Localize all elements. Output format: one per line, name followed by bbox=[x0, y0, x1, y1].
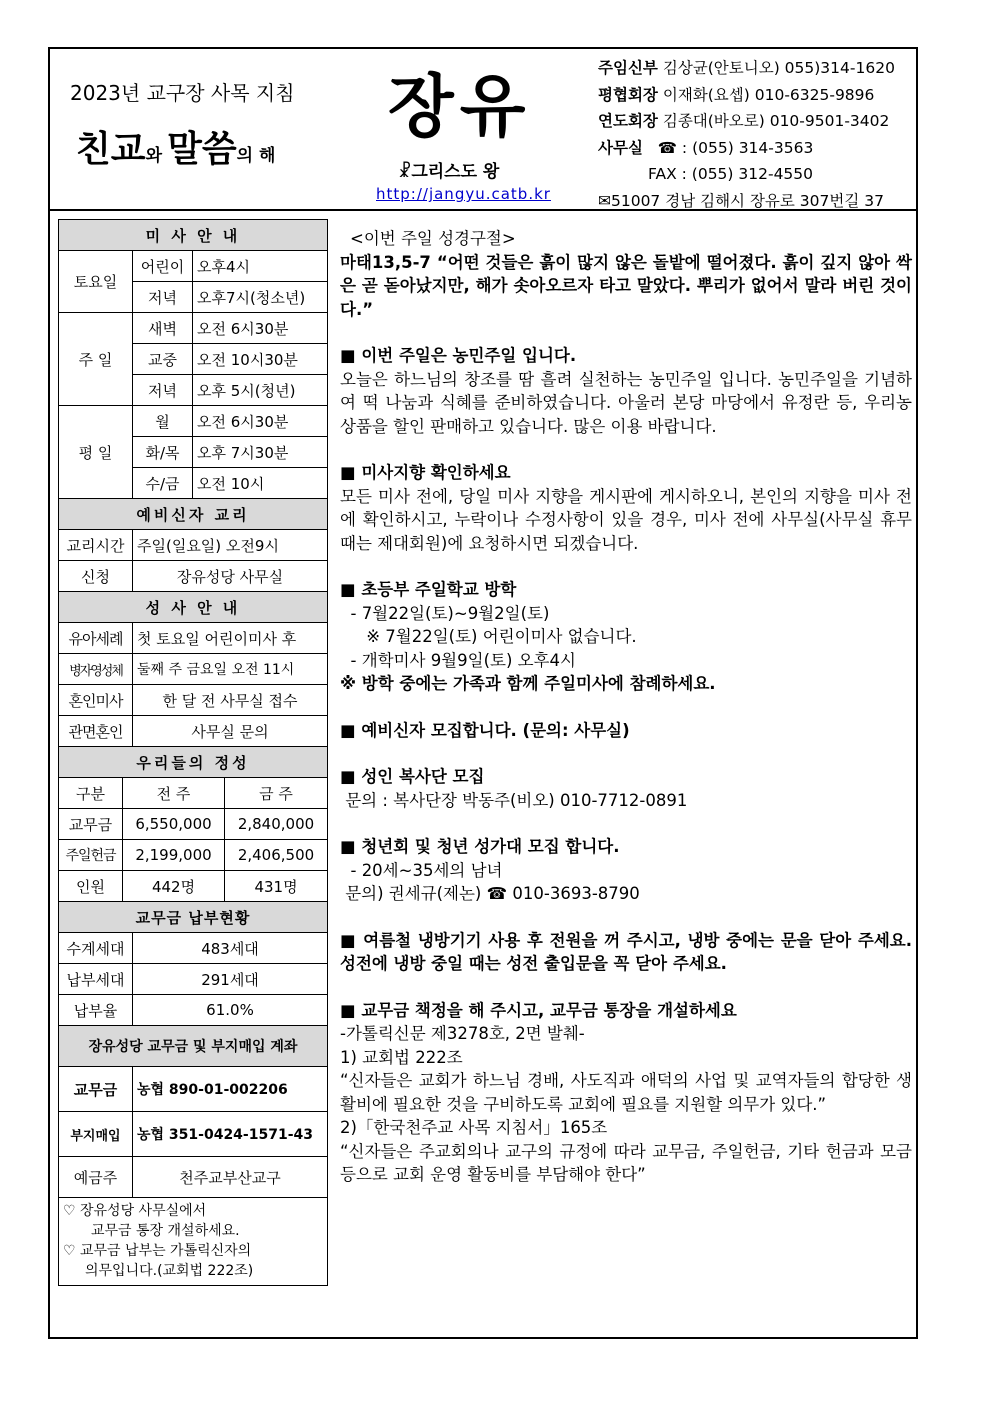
row-label: 인원 bbox=[59, 871, 123, 902]
contact-value: 김종대(바오로) 010-9501-3402 bbox=[662, 112, 890, 130]
accounts-heading: 장유성당 교무금 및 부지매입 계좌 bbox=[59, 1026, 328, 1067]
notice-title: ■ 교무금 책정을 해 주시고, 교무금 통장을 개설하세요 bbox=[340, 1000, 737, 1020]
notice-title: ■ 미사지향 확인하세요 bbox=[340, 463, 511, 482]
row-label: 납부세대 bbox=[59, 964, 133, 995]
contacts-block bbox=[598, 55, 895, 214]
row-value: 한 달 전 사무실 접수 bbox=[133, 685, 328, 716]
parish-title: 장유 bbox=[388, 67, 532, 147]
row-label: 부지매입 bbox=[59, 1112, 133, 1157]
notice-line: ※ 방학 중에는 가족과 함께 주일미사에 참례하세요. bbox=[340, 674, 716, 693]
notice-title: ■ 청년회 및 청년 성가대 모집 합니다. bbox=[340, 837, 620, 856]
notice-line: 문의) 권세규(제논) ☎ 010-3693-8790 bbox=[340, 884, 640, 903]
notice-body: 오늘은 하느님의 창조를 땀 흘려 실천하는 농민주일 입니다. 농민주일을 기념하여 떡 나눔과 식혜를 준비하였습니다. 아울러 본당 마당에서 유정란 등, 우리농 상품을 할인 판매하고 있습니다. 많은 이용 바랍니다. bbox=[340, 369, 912, 436]
mass-slot: 월 bbox=[133, 406, 193, 437]
note-line: 교무금 통장 개설하세요. bbox=[91, 1223, 240, 1239]
motto-main bbox=[76, 121, 275, 172]
row-value: 사무실 문의 bbox=[133, 716, 328, 747]
bulletin-header bbox=[50, 49, 916, 211]
notice-title: ■ 성인 복사단 모집 bbox=[340, 767, 485, 786]
col-header: 구분 bbox=[59, 778, 123, 809]
row-label: 관면혼인 bbox=[59, 716, 133, 747]
account-number: 농협 890-01-002206 bbox=[133, 1067, 328, 1112]
contact-value: ✉51007 경남 김해시 장유로 307번길 37 bbox=[598, 191, 884, 210]
row-value: 둘째 주 금요일 오전 11시 bbox=[133, 654, 328, 685]
mass-slot: 화/목 bbox=[133, 437, 193, 468]
notice-line: 문의 : 복사단장 박동주(비오) 010-7712-0891 bbox=[340, 790, 688, 810]
contact-value: FAX : (055) 312-4550 bbox=[648, 165, 814, 183]
col-header: 금 주 bbox=[225, 778, 328, 809]
notice-title: ■ 초등부 주일학교 방학 bbox=[340, 580, 517, 599]
contact-row bbox=[598, 188, 895, 215]
mass-time: 오후 7시30분 bbox=[193, 437, 328, 468]
catechumen-heading: 예비신자 교리 bbox=[59, 499, 328, 530]
contact-value: 김상균(안토니오) 055)314-1620 bbox=[662, 59, 895, 77]
sacraments-table bbox=[58, 592, 328, 747]
mass-slot: 교중 bbox=[133, 344, 193, 375]
row-label: 교무금 bbox=[59, 809, 123, 840]
mass-slot: 어린이 bbox=[133, 251, 193, 282]
notice-line: -가톨릭신문 제3278호, 2면 발췌- bbox=[340, 1024, 585, 1043]
mass-slot: 수/금 bbox=[133, 468, 193, 499]
prev-week-value: 2,199,000 bbox=[123, 840, 225, 871]
contact-label: 평협회장 bbox=[598, 85, 658, 104]
contact-value: ☎ : (055) 314-3563 bbox=[657, 138, 814, 157]
row-value: 천주교부산교구 bbox=[133, 1157, 328, 1198]
saturday-label: 토요일 bbox=[59, 251, 133, 313]
mass-slot: 저녁 bbox=[133, 375, 193, 406]
dues-heading: 교무금 납부현황 bbox=[59, 902, 328, 933]
row-label: 교리시간 bbox=[59, 530, 133, 561]
notice-title: ■ 예비신자 모집합니다. (문의: 사무실) bbox=[340, 720, 630, 740]
contact-row bbox=[598, 135, 895, 162]
motto-conj-1: 와 bbox=[145, 146, 162, 166]
this-week-value: 2,840,000 bbox=[225, 809, 328, 840]
row-value: 장유성당 사무실 bbox=[133, 561, 328, 592]
row-label: 교무금 bbox=[59, 1067, 133, 1112]
prev-week-value: 442명 bbox=[123, 871, 225, 902]
row-value: 291세대 bbox=[133, 964, 328, 995]
accounts-table bbox=[58, 1026, 328, 1198]
motto-word-2: 말씀 bbox=[167, 128, 237, 170]
row-label: 혼인미사 bbox=[59, 685, 133, 716]
contact-label: 연도회장 bbox=[598, 112, 658, 130]
mass-time: 오후 5시(청년) bbox=[193, 375, 328, 406]
mass-time: 오전 6시30분 bbox=[193, 406, 328, 437]
col-header: 전 주 bbox=[123, 778, 225, 809]
mass-time: 오전 10시 bbox=[193, 468, 328, 499]
offering-heading: 우리들의 정성 bbox=[59, 747, 328, 778]
row-label: 유아세례 bbox=[59, 623, 133, 654]
this-week-value: 2,406,500 bbox=[225, 840, 328, 871]
notice-line: 1) 교회법 222조 bbox=[340, 1047, 463, 1067]
offering-table bbox=[58, 747, 328, 902]
parish-subtitle: ☧그리스도 왕 bbox=[398, 162, 500, 182]
contact-label: 사무실 bbox=[598, 138, 643, 157]
row-label: 납부율 bbox=[59, 995, 133, 1026]
left-notes bbox=[58, 1198, 328, 1286]
notice-quote: “신자들은 주교회의나 교구의 규정에 따라 교무금, 주일헌금, 기타 헌금과 모금 등으로 교회 운영 활동비를 부담해야 한다” bbox=[340, 1141, 912, 1184]
row-label: 예금주 bbox=[59, 1157, 133, 1198]
notice-line: ※ 7월22일(토) 어린이미사 없습니다. bbox=[340, 627, 637, 646]
note-line: ♡ 교무금 납부는 가톨릭신자의 bbox=[63, 1243, 252, 1259]
mass-time: 오후4시 bbox=[193, 251, 328, 282]
contact-row bbox=[598, 108, 895, 135]
row-value: 483세대 bbox=[133, 933, 328, 964]
contact-row bbox=[598, 55, 895, 82]
verse-text: 마태13,5-7 “어떤 것들은 흙이 많지 않은 돌밭에 떨어졌다. 흙이 깊지 않아 싹은 곧 돋아났지만, 해가 솟아오르자 타고 말았다. 뿌리가 없어서 말라 버린 것이다.” bbox=[340, 252, 912, 319]
mass-time: 오전 10시30분 bbox=[193, 344, 328, 375]
contact-row bbox=[598, 161, 895, 188]
mass-heading: 미 사 안 내 bbox=[59, 220, 328, 251]
notice-line: - 개학미사 9월9일(토) 오후4시 bbox=[340, 650, 576, 670]
mass-slot: 새벽 bbox=[133, 313, 193, 344]
right-column bbox=[340, 227, 912, 1187]
bulletin-frame bbox=[48, 47, 918, 1339]
notice-title: ■ 이번 주일은 농민주일 입니다. bbox=[340, 346, 577, 365]
mass-time: 오전 6시30분 bbox=[193, 313, 328, 344]
motto-conj-2: 의 해 bbox=[236, 146, 276, 166]
contact-row bbox=[598, 82, 895, 109]
sacraments-heading: 성 사 안 내 bbox=[59, 592, 328, 623]
weekday-label: 평 일 bbox=[59, 406, 133, 499]
sunday-label: 주 일 bbox=[59, 313, 133, 406]
note-line: ♡ 장유성당 사무실에서 bbox=[63, 1203, 207, 1219]
contact-value: 이재화(요셉) 010-6325-9896 bbox=[662, 85, 875, 104]
catechumen-table bbox=[58, 499, 328, 592]
notice-quote: “신자들은 교회가 하느님 경배, 사도직과 애덕의 사업 및 교역자들의 합당한 생활비에 필요한 것을 구비하도록 교회에 필요를 지원할 의무가 있다.” bbox=[340, 1071, 912, 1114]
motto-year: 2023년 교구장 사목 지침 bbox=[70, 81, 295, 105]
row-label: 신청 bbox=[59, 561, 133, 592]
row-value: 61.0% bbox=[133, 995, 328, 1026]
row-label: 병자영성체 bbox=[59, 654, 133, 685]
verse-title: <이번 주일 성경구절> bbox=[350, 229, 516, 248]
notice-line: - 20세~35세의 남녀 bbox=[340, 860, 503, 880]
prev-week-value: 6,550,000 bbox=[123, 809, 225, 840]
notice-body: 모든 미사 전에, 당일 미사 지향을 게시판에 게시하오니, 본인의 지향을 미사 전에 확인하시고, 누락이나 수정사항이 있을 경우, 미사 전에 사무실(사무실 휴무 때는 제대회원)에 요청하시면 되겠습니다. bbox=[340, 486, 912, 553]
mass-time: 오후7시(청소년) bbox=[193, 282, 328, 313]
this-week-value: 431명 bbox=[225, 871, 328, 902]
row-label: 수계세대 bbox=[59, 933, 133, 964]
left-column bbox=[58, 219, 328, 1286]
mass-slot: 저녁 bbox=[133, 282, 193, 313]
note-line: 의무입니다.(교회법 222조) bbox=[85, 1263, 254, 1279]
row-label: 주일헌금 bbox=[59, 840, 123, 871]
account-number: 농협 351-0424-1571-43 bbox=[133, 1112, 328, 1157]
notice-line: 2)「한국천주교 사목 지침서」165조 bbox=[340, 1118, 608, 1137]
contact-label: 주임신부 bbox=[598, 59, 658, 77]
notice-body: ■ 여름철 냉방기기 사용 후 전원을 꺼 주시고, 냉방 중에는 문을 닫아 주세요. 성전에 냉방 중일 때는 성전 출입문을 꼭 닫아 주세요. bbox=[340, 930, 912, 973]
dues-table bbox=[58, 902, 328, 1026]
row-value: 주일(일요일) 오전9시 bbox=[133, 530, 328, 561]
mass-table bbox=[58, 219, 328, 499]
motto-word-1: 친교 bbox=[76, 128, 146, 170]
parish-url-link[interactable]: http://jangyu.catb.kr bbox=[376, 185, 551, 203]
row-value: 첫 토요일 어린이미사 후 bbox=[133, 623, 328, 654]
notice-line: - 7월22일(토)~9월2일(토) bbox=[340, 603, 550, 623]
